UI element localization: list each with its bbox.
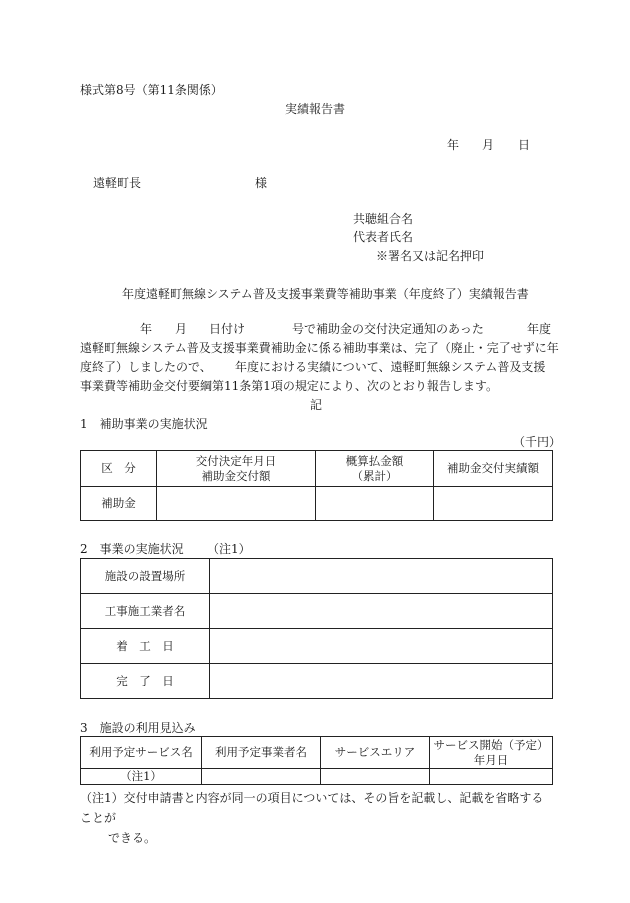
date-month: 月	[482, 138, 495, 152]
header-estimated-payment	[316, 451, 434, 487]
unit-label: （千円）	[513, 435, 562, 449]
form-number: 様式第8号（第11条関係）	[80, 83, 223, 97]
table-row	[81, 629, 553, 664]
body-line2: 遠軽町無線システム普及支援事業費補助金に係る補助事業は、完了（廃止・完了せずに年	[80, 341, 559, 355]
ki-mark: 記	[310, 398, 323, 412]
body-month: 月	[175, 322, 188, 336]
section1-heading: 1 補助事業の実施状況	[80, 417, 208, 431]
section3-row	[81, 769, 553, 785]
section2-heading: 2 事業の実施状況	[80, 542, 184, 556]
signature-note: ※署名又は記名押印	[376, 249, 485, 263]
table-row	[81, 664, 553, 699]
header-operator-name: 利用予定事業者名	[202, 737, 321, 769]
footnote-line2: できる。	[108, 831, 157, 845]
cell-operator-name[interactable]	[202, 769, 321, 785]
body-day-sent: 日付け	[209, 322, 246, 336]
addressee-honorific: 様	[255, 176, 268, 190]
row-label-location: 施設の設置場所	[81, 559, 210, 594]
body-line4: 事業費等補助金交付要綱第11条第1項の規定により、次のとおり報告します。	[80, 379, 498, 393]
cell-service-area[interactable]	[321, 769, 430, 785]
table-row	[81, 594, 553, 629]
body-year: 年	[140, 322, 153, 336]
table-row	[81, 559, 553, 594]
section1-row	[81, 487, 553, 521]
body-fiscal-year: 年度	[527, 322, 552, 336]
page-title: 実績報告書	[285, 102, 346, 116]
cell-location[interactable]	[210, 559, 553, 594]
cell-contractor[interactable]	[210, 594, 553, 629]
header-category: 区 分	[81, 451, 157, 487]
header-service-start-line1: サービス開始（予定）	[433, 737, 549, 752]
addressee-name: 遠軽町長	[93, 176, 142, 190]
footnote-marker: （注1）	[80, 791, 124, 805]
row-label-contractor: 工事施工業者名	[81, 594, 210, 629]
cell-actual-grant[interactable]	[434, 487, 553, 521]
header-service-name: 利用予定サービス名	[81, 737, 202, 769]
cell-service-start[interactable]	[430, 769, 553, 785]
section2-table	[80, 558, 553, 699]
cell-decision-date[interactable]	[157, 487, 316, 521]
cell-start-date[interactable]	[210, 629, 553, 664]
date-day: 日	[518, 138, 531, 152]
body-line3b: 年度における実績について、遠軽町無線システム普及支援	[235, 360, 546, 374]
section1-header-row	[81, 451, 553, 487]
header-service-start	[430, 737, 553, 769]
section3-table	[80, 736, 553, 785]
header-service-start-line2: 年月日	[473, 752, 509, 767]
row-label-subsidy: 補助金	[81, 487, 157, 521]
representative-label: 代表者氏名	[353, 230, 414, 244]
body-line3a: 度終了）しましたので、	[80, 360, 212, 374]
footnote	[80, 788, 555, 848]
footnote-line1: 交付申請書と内容が同一の項目については、その旨を記載し、記載を省略することが	[80, 791, 544, 825]
cell-estimated-payment[interactable]	[316, 487, 434, 521]
header-cumulative: （累計）	[351, 468, 398, 483]
cell-service-name-note: （注1）	[81, 769, 202, 785]
header-grant-amount: 補助金交付額	[201, 468, 271, 483]
header-decision-date	[157, 451, 316, 487]
cell-completion-date[interactable]	[210, 664, 553, 699]
section3-header-row	[81, 737, 553, 769]
section2-note-ref: （注1）	[207, 542, 251, 556]
row-label-start-date: 着 工 日	[81, 629, 210, 664]
date-year: 年	[447, 138, 460, 152]
header-actual-grant: 補助金交付実績額	[434, 451, 553, 487]
header-decision-date-line1: 交付決定年月日	[195, 453, 277, 468]
header-service-area: サービスエリア	[321, 737, 430, 769]
header-estimated-payment-line1: 概算払金額	[345, 453, 404, 468]
org-name-label: 共聴組合名	[353, 212, 414, 226]
row-label-completion-date: 完 了 日	[81, 664, 210, 699]
section3-heading: 3 施設の利用見込み	[80, 721, 196, 735]
section1-table	[80, 450, 553, 521]
report-subject: 年度遠軽町無線システム普及支援事業費等補助事業（年度終了）実績報告書	[122, 287, 529, 301]
body-number-text: 号で補助金の交付決定通知のあった	[292, 322, 484, 336]
